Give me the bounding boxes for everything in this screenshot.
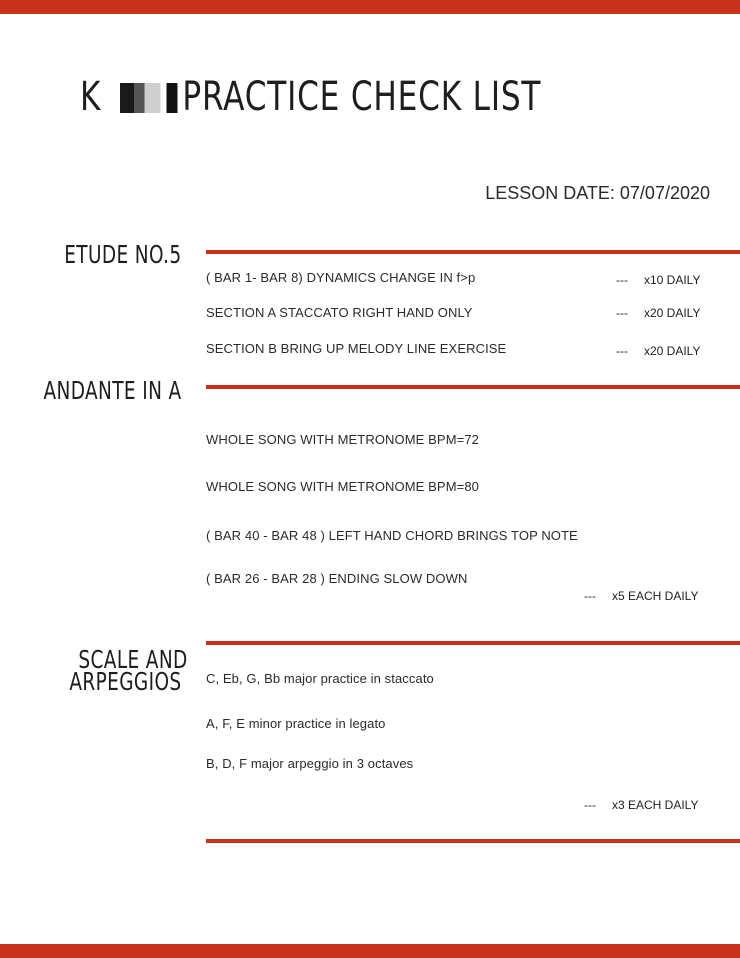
list-item: WHOLE SONG WITH METRONOME BPM=80	[206, 479, 479, 494]
section-divider-scales	[206, 641, 740, 645]
title-suffix: PRACTICE CHECK LIST	[182, 74, 542, 120]
list-item: SECTION B BRING UP MELODY LINE EXERCISE	[206, 341, 507, 356]
section-title-scales-line2: ARPEGGIOS	[69, 667, 182, 696]
list-item: C, Eb, G, Bb major practice in staccato	[206, 671, 434, 686]
top-accent-bar	[0, 0, 740, 14]
item-dash: ---	[616, 344, 628, 358]
list-item: ( BAR 26 - BAR 28 ) ENDING SLOW DOWN	[206, 571, 468, 586]
list-item: SECTION A STACCATO RIGHT HAND ONLY	[206, 305, 473, 320]
item-repetitions: x10 DAILY	[644, 273, 701, 287]
section-title-etude: ETUDE NO.5	[64, 240, 182, 269]
page-title	[80, 74, 541, 122]
section-divider-andante	[206, 385, 740, 389]
section-dash: ---	[584, 589, 596, 603]
section-repetitions: x3 EACH DAILY	[612, 798, 699, 812]
item-repetitions: x20 DAILY	[644, 306, 701, 320]
lesson-date: LESSON DATE: 07/07/2020	[485, 183, 710, 203]
item-repetitions: x20 DAILY	[644, 344, 701, 358]
list-item: A, F, E minor practice in legato	[206, 716, 386, 731]
list-item: ( BAR 1- BAR 8) DYNAMICS CHANGE IN f>p	[206, 270, 476, 285]
section-title-scales-line1: SCALE AND	[78, 645, 188, 674]
item-dash: ---	[616, 306, 628, 320]
section-repetitions: x5 EACH DAILY	[612, 589, 699, 603]
bottom-accent-bar	[0, 944, 740, 958]
section-title-andante: ANDANTE IN A	[43, 376, 182, 405]
closing-divider	[206, 839, 740, 843]
section-dash: ---	[584, 798, 596, 812]
redacted-name-block	[106, 83, 178, 113]
list-item: B, D, F major arpeggio in 3 octaves	[206, 756, 414, 771]
title-prefix: K	[80, 74, 102, 120]
section-divider-etude	[206, 250, 740, 254]
item-dash: ---	[616, 273, 628, 287]
list-item: ( BAR 40 - BAR 48 ) LEFT HAND CHORD BRINGS TOP NOTE	[206, 528, 578, 543]
list-item: WHOLE SONG WITH METRONOME BPM=72	[206, 432, 479, 447]
